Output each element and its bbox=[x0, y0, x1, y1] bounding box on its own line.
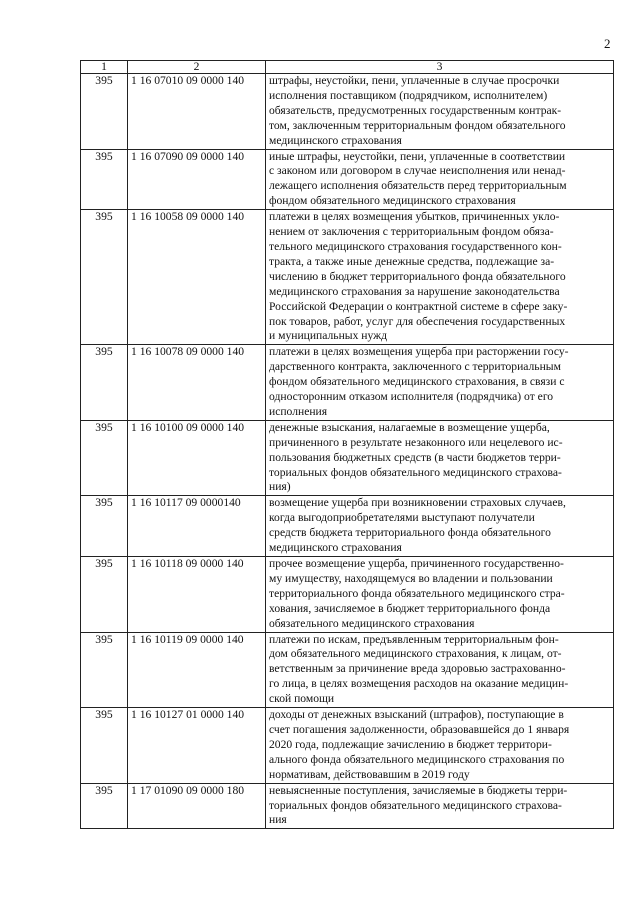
revenue-name-line: обязательств, предусмотренных государственным контрак- bbox=[269, 103, 562, 117]
revenue-name-line: ветственным за причинение вреда здоровью застрахованно- bbox=[269, 662, 566, 676]
revenue-name-line: штрафы, неустойки, пени, уплаченные в случае просрочки bbox=[269, 74, 560, 87]
table-body bbox=[81, 74, 614, 829]
budget-code-cell: 1 16 10117 09 0000140 bbox=[128, 496, 266, 557]
revenue-name-line: числению в бюджет территориального фонда обязательного bbox=[269, 269, 566, 283]
revenue-name-line: средств бюджета территориального фонда обязательного bbox=[269, 526, 551, 540]
admin-code-cell: 395 bbox=[81, 708, 128, 784]
admin-code-cell: 395 bbox=[81, 496, 128, 557]
revenue-name-line: счет погашения задолженности, образовавшейся до 1 января bbox=[269, 722, 570, 736]
revenue-name-line: территориального фонда обязательного медицинского стра- bbox=[269, 586, 565, 600]
revenue-name-line: му имуществу, находящемуся во владении и пользовании bbox=[269, 571, 553, 585]
revenue-name-line: фондом обязательного медицинского страхования bbox=[269, 194, 516, 208]
revenue-name-line: нормативам, действовавшим в 2019 году bbox=[269, 767, 470, 781]
table-row bbox=[81, 632, 614, 708]
revenue-name-cell bbox=[266, 783, 614, 829]
revenue-name-cell bbox=[266, 496, 614, 557]
revenue-name-line: односторонним отказом исполнителя (подрядчика) от его bbox=[269, 390, 554, 404]
revenue-name-cell bbox=[266, 557, 614, 633]
admin-code-cell: 395 bbox=[81, 74, 128, 150]
admin-code-cell: 395 bbox=[81, 632, 128, 708]
admin-code-cell: 395 bbox=[81, 783, 128, 829]
revenue-name-line: пользования бюджетных средств (в части бюджетов терри- bbox=[269, 450, 561, 464]
admin-code-cell: 395 bbox=[81, 345, 128, 421]
revenue-name-line: когда выгодоприобретателями выступают получатели bbox=[269, 511, 535, 525]
table-row bbox=[81, 708, 614, 784]
revenue-name-line: исполнения bbox=[269, 404, 328, 418]
column-header-2: 2 bbox=[128, 61, 266, 74]
revenue-name-line: хования, зачисляемое в бюджет территориального фонда bbox=[269, 601, 551, 615]
table-row bbox=[81, 557, 614, 633]
revenue-name-cell bbox=[266, 210, 614, 345]
admin-code-cell: 395 bbox=[81, 210, 128, 345]
revenue-name-cell bbox=[266, 708, 614, 784]
budget-code-cell: 1 16 10118 09 0000 140 bbox=[128, 557, 266, 633]
revenue-name-line: нением от заключения с территориальным фондом обяза- bbox=[269, 225, 554, 239]
revenue-name-line: денежные взыскания, налагаемые в возмещение ущерба, bbox=[269, 420, 550, 434]
revenue-name-cell bbox=[266, 345, 614, 421]
revenue-name-line: невыясненные поступления, зачисляемые в бюджеты терри- bbox=[269, 783, 568, 797]
table-row bbox=[81, 74, 614, 150]
revenue-name-line: дом обязательного медицинского страхования, к лицам, от- bbox=[269, 647, 562, 661]
table-header-row bbox=[81, 61, 614, 74]
revenue-name-line: ториальных фондов обязательного медицинского страхова- bbox=[269, 798, 562, 812]
revenue-name-line: ния bbox=[269, 813, 287, 827]
revenue-name-line: причиненного в результате незаконного или нецелевого ис- bbox=[269, 435, 563, 449]
table-row bbox=[81, 149, 614, 210]
revenue-name-line: и муниципальных нужд bbox=[269, 329, 388, 343]
revenue-name-line: 2020 года, подлежащие зачислению в бюджет территори- bbox=[269, 737, 552, 751]
admin-code-cell: 395 bbox=[81, 420, 128, 496]
table-row bbox=[81, 345, 614, 421]
revenue-name-line: фондом обязательного медицинского страхования, в связи с bbox=[269, 375, 565, 389]
revenue-name-line: платежи по искам, предъявленным территориальным фон- bbox=[269, 632, 559, 646]
budget-code-cell: 1 16 10078 09 0000 140 bbox=[128, 345, 266, 421]
table-row bbox=[81, 420, 614, 496]
revenue-name-line: обязательного медицинского страхования bbox=[269, 616, 475, 630]
revenue-name-line: медицинского страхования bbox=[269, 133, 402, 147]
column-header-1: 1 bbox=[81, 61, 128, 74]
revenue-name-line: тракта, а также иные денежные средства, подлежащие за- bbox=[269, 254, 555, 268]
revenue-name-line: ального фонда обязательного медицинского страхования по bbox=[269, 752, 565, 766]
admin-code-cell: 395 bbox=[81, 149, 128, 210]
revenue-name-line: медицинского страхования за нарушение законодательства bbox=[269, 284, 560, 298]
budget-code-cell: 1 16 10100 09 0000 140 bbox=[128, 420, 266, 496]
budget-code-cell: 1 16 10119 09 0000 140 bbox=[128, 632, 266, 708]
budget-code-cell: 1 16 10127 01 0000 140 bbox=[128, 708, 266, 784]
admin-code-cell: 395 bbox=[81, 557, 128, 633]
revenue-name-line: ской помощи bbox=[269, 692, 335, 706]
budget-code-cell: 1 16 07090 09 0000 140 bbox=[128, 149, 266, 210]
revenue-name-line: дарственного контракта, заключенного с территориальным bbox=[269, 360, 561, 374]
revenue-name-line: тельного медицинского страхования государственного кон- bbox=[269, 239, 562, 253]
budget-code-cell: 1 17 01090 09 0000 180 bbox=[128, 783, 266, 829]
page-number: 2 bbox=[604, 36, 611, 51]
revenue-name-line: платежи в целях возмещения убытков, причиненных укло- bbox=[269, 210, 560, 224]
table-row bbox=[81, 496, 614, 557]
revenue-name-line: Российской Федерации о контрактной системе в сфере заку- bbox=[269, 299, 568, 313]
table-row bbox=[81, 210, 614, 345]
revenue-name-cell bbox=[266, 149, 614, 210]
revenue-name-line: ния) bbox=[269, 480, 291, 494]
revenue-name-line: лежащего исполнения обязательств перед территориальным bbox=[269, 179, 567, 193]
table-row bbox=[81, 783, 614, 829]
revenue-name-line: ториальных фондов обязательного медицинского страхова- bbox=[269, 465, 562, 479]
budget-code-cell: 1 16 07010 09 0000 140 bbox=[128, 74, 266, 150]
revenue-name-line: том, заключенным территориальным фондом обязательного bbox=[269, 118, 566, 132]
revenue-name-cell bbox=[266, 632, 614, 708]
revenue-name-line: с законом или договором в случае неисполнения или ненад- bbox=[269, 164, 566, 178]
revenue-name-cell bbox=[266, 74, 614, 150]
revenue-name-line: иные штрафы, неустойки, пени, уплаченные в соответствии bbox=[269, 149, 566, 163]
revenue-codes-table bbox=[80, 60, 614, 829]
column-header-3: 3 bbox=[266, 61, 614, 74]
revenue-name-line: доходы от денежных взысканий (штрафов), поступающие в bbox=[269, 708, 564, 722]
revenue-name-line: го лица, в целях возмещения расходов на оказание медицин- bbox=[269, 677, 569, 691]
budget-code-cell: 1 16 10058 09 0000 140 bbox=[128, 210, 266, 345]
revenue-name-line: исполнения поставщиком (подрядчиком, исполнителем) bbox=[269, 88, 548, 102]
revenue-name-line: возмещение ущерба при возникновении страховых случаев, bbox=[269, 496, 566, 510]
revenue-name-line: прочее возмещение ущерба, причиненного государственно- bbox=[269, 557, 564, 570]
revenue-name-line: медицинского страхования bbox=[269, 541, 402, 555]
revenue-name-line: пок товаров, работ, услуг для обеспечения государственных bbox=[269, 314, 566, 328]
revenue-name-line: платежи в целях возмещения ущерба при расторжении госу- bbox=[269, 345, 569, 359]
revenue-name-cell bbox=[266, 420, 614, 496]
